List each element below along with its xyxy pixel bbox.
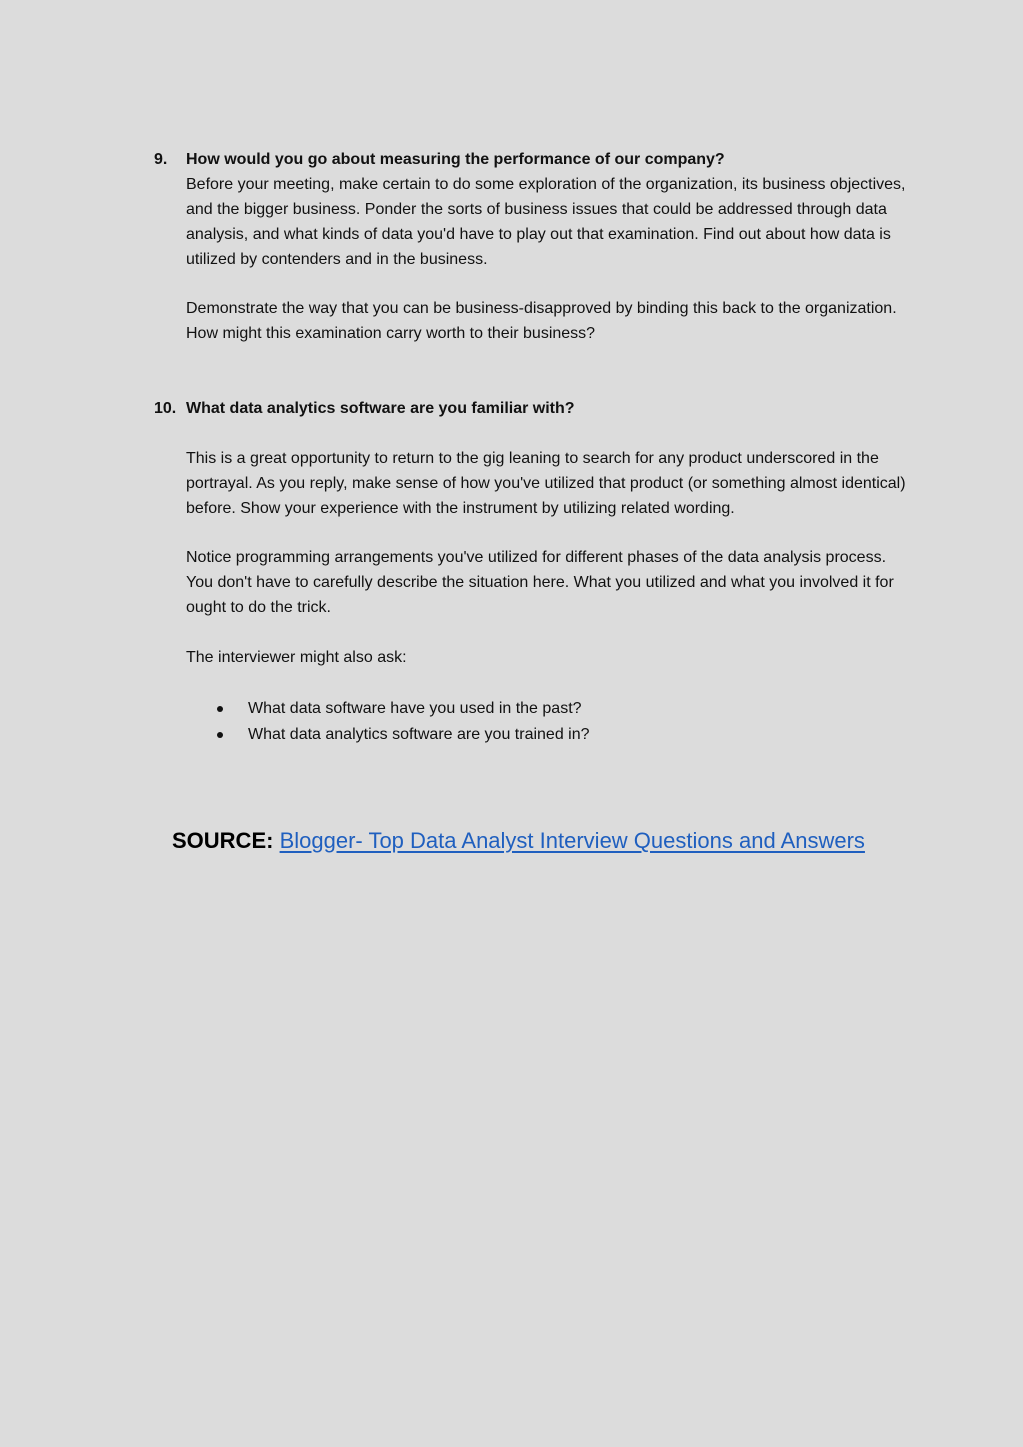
answer-paragraph: Notice programming arrangements you've utilized for different phases of the data analysis process. You don't have to carefully describe the situation here. What you utilized and what you involved it for ought to do the trick. (186, 549, 894, 617)
bullet-icon (217, 732, 223, 738)
question-body (186, 148, 914, 347)
list-item-text: What data software have you used in the past? (248, 699, 582, 717)
question-9 (154, 148, 914, 347)
question-title: What data analytics software are you familiar with? (186, 400, 575, 417)
question-title: How would you go about measuring the performance of our company? (186, 151, 725, 168)
paragraph-spacer (186, 422, 914, 447)
answer-paragraph: Before your meeting, make certain to do some exploration of the organization, its business objectives, and the bigger business. Ponder the sorts of business issues that could be addressed through data analysis, and what kinds of data you'd have to play out that examination. Find out about how data is utilized by contenders and in the business. (186, 175, 906, 268)
ask-intro: The interviewer might also ask: (186, 649, 407, 667)
follow-up-question-list (186, 696, 914, 748)
list-item-text: What data analytics software are you trained in? (248, 725, 590, 743)
source-link[interactable]: Blogger- Top Data Analyst Interview Questions and Answers (279, 828, 865, 853)
paragraph-spacer (186, 273, 914, 298)
source-label: SOURCE: (172, 828, 274, 853)
question-body (186, 397, 914, 748)
answer-paragraph: This is a great opportunity to return to the gig leaning to search for any product underscored in the portrayal. As you reply, make sense of how you've utilized that product (or something almost identical) before. Show your experience with the instrument by utilizing related wording. (186, 449, 906, 517)
source-line (172, 826, 865, 856)
list-item (186, 722, 914, 748)
question-10 (154, 397, 914, 748)
question-number: 10. (154, 400, 177, 417)
paragraph-spacer (186, 522, 914, 547)
question-number: 9. (154, 151, 168, 168)
paragraph-spacer (186, 621, 914, 646)
list-item (186, 696, 914, 722)
bullet-icon (217, 706, 223, 712)
answer-paragraph: Demonstrate the way that you can be business-disapproved by binding this back to the organization. How might this examination carry worth to their business? (186, 300, 897, 343)
paragraph-spacer (186, 671, 914, 696)
